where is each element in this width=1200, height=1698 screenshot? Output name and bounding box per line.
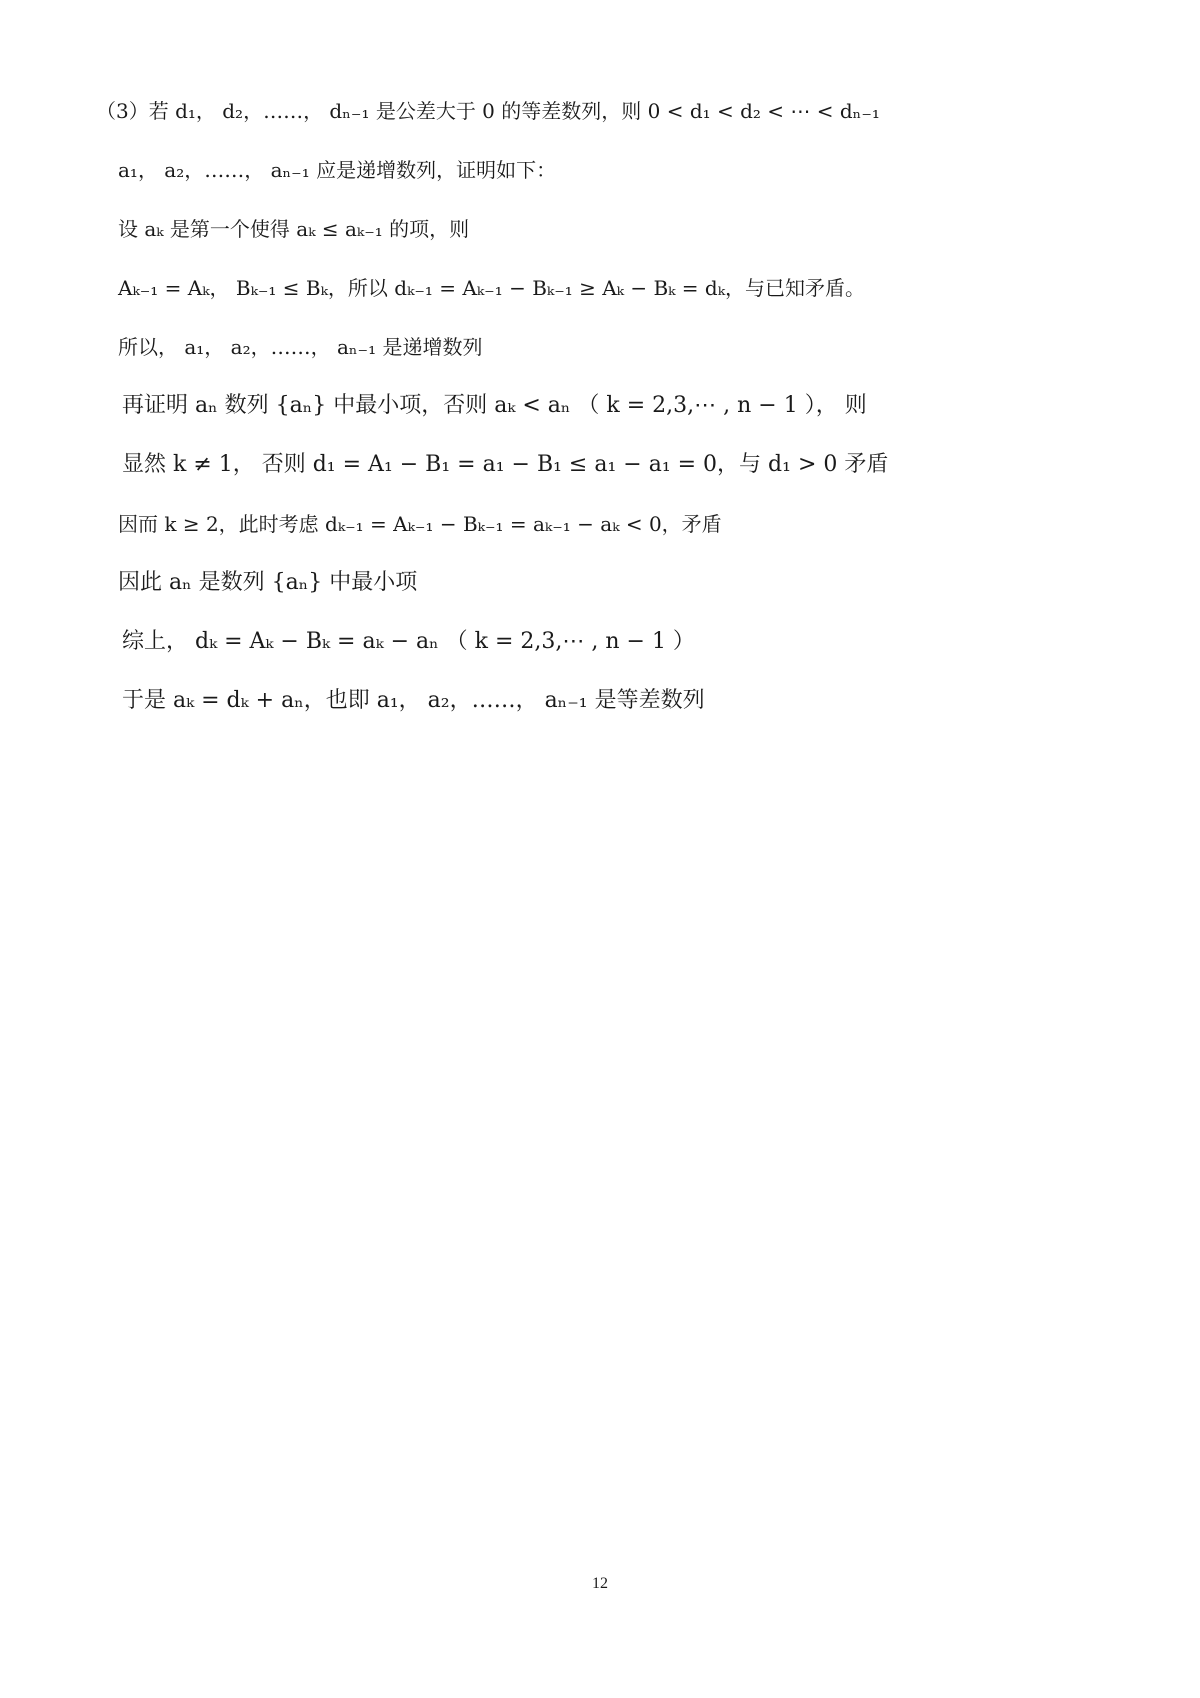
text-line-8: 因而 k ≥ 2，此时考虑 dₖ₋₁ = Aₖ₋₁ − Bₖ₋₁ = aₖ₋₁ − aₖ < 0，矛盾 bbox=[118, 512, 722, 536]
text-line-3: 设 aₖ 是第一个使得 aₖ ≤ aₖ₋₁ 的项，则 bbox=[118, 217, 470, 241]
text-line-10: 综上， dₖ = Aₖ − Bₖ = aₖ − aₙ （ k = 2,3,⋯ , n − 1 ） bbox=[122, 629, 695, 654]
text-line-5: 所以， a₁， a₂，……， aₙ₋₁ 是递增数列 bbox=[118, 335, 483, 359]
page-number: 12 bbox=[592, 1575, 608, 1592]
text-line-1: （3）若 d₁， d₂，……， dₙ₋₁ 是公差大于 0 的等差数列，则 0 < d₁ < d₂ < ⋯ < dₙ₋₁ bbox=[96, 99, 880, 123]
text-line-9: 因此 aₙ 是数列 {aₙ} 中最小项 bbox=[118, 570, 418, 595]
text-line-2: a₁， a₂，……， aₙ₋₁ 应是递增数列，证明如下： bbox=[118, 158, 557, 182]
text-line-7: 显然 k ≠ 1， 否则 d₁ = A₁ − B₁ = a₁ − B₁ ≤ a₁ − a₁ = 0，与 d₁ > 0 矛盾 bbox=[122, 452, 889, 477]
text-line-4: Aₖ₋₁ = Aₖ， Bₖ₋₁ ≤ Bₖ，所以 dₖ₋₁ = Aₖ₋₁ − Bₖ₋₁ ≥ Aₖ − Bₖ = dₖ，与已知矛盾。 bbox=[118, 276, 866, 300]
text-line-6: 再证明 aₙ 数列 {aₙ} 中最小项，否则 aₖ < aₙ （ k = 2,3,⋯ , n − 1 ）， 则 bbox=[122, 393, 867, 418]
text-line-11: 于是 aₖ = dₖ + aₙ，也即 a₁， a₂，……， aₙ₋₁ 是等差数列 bbox=[122, 688, 705, 713]
